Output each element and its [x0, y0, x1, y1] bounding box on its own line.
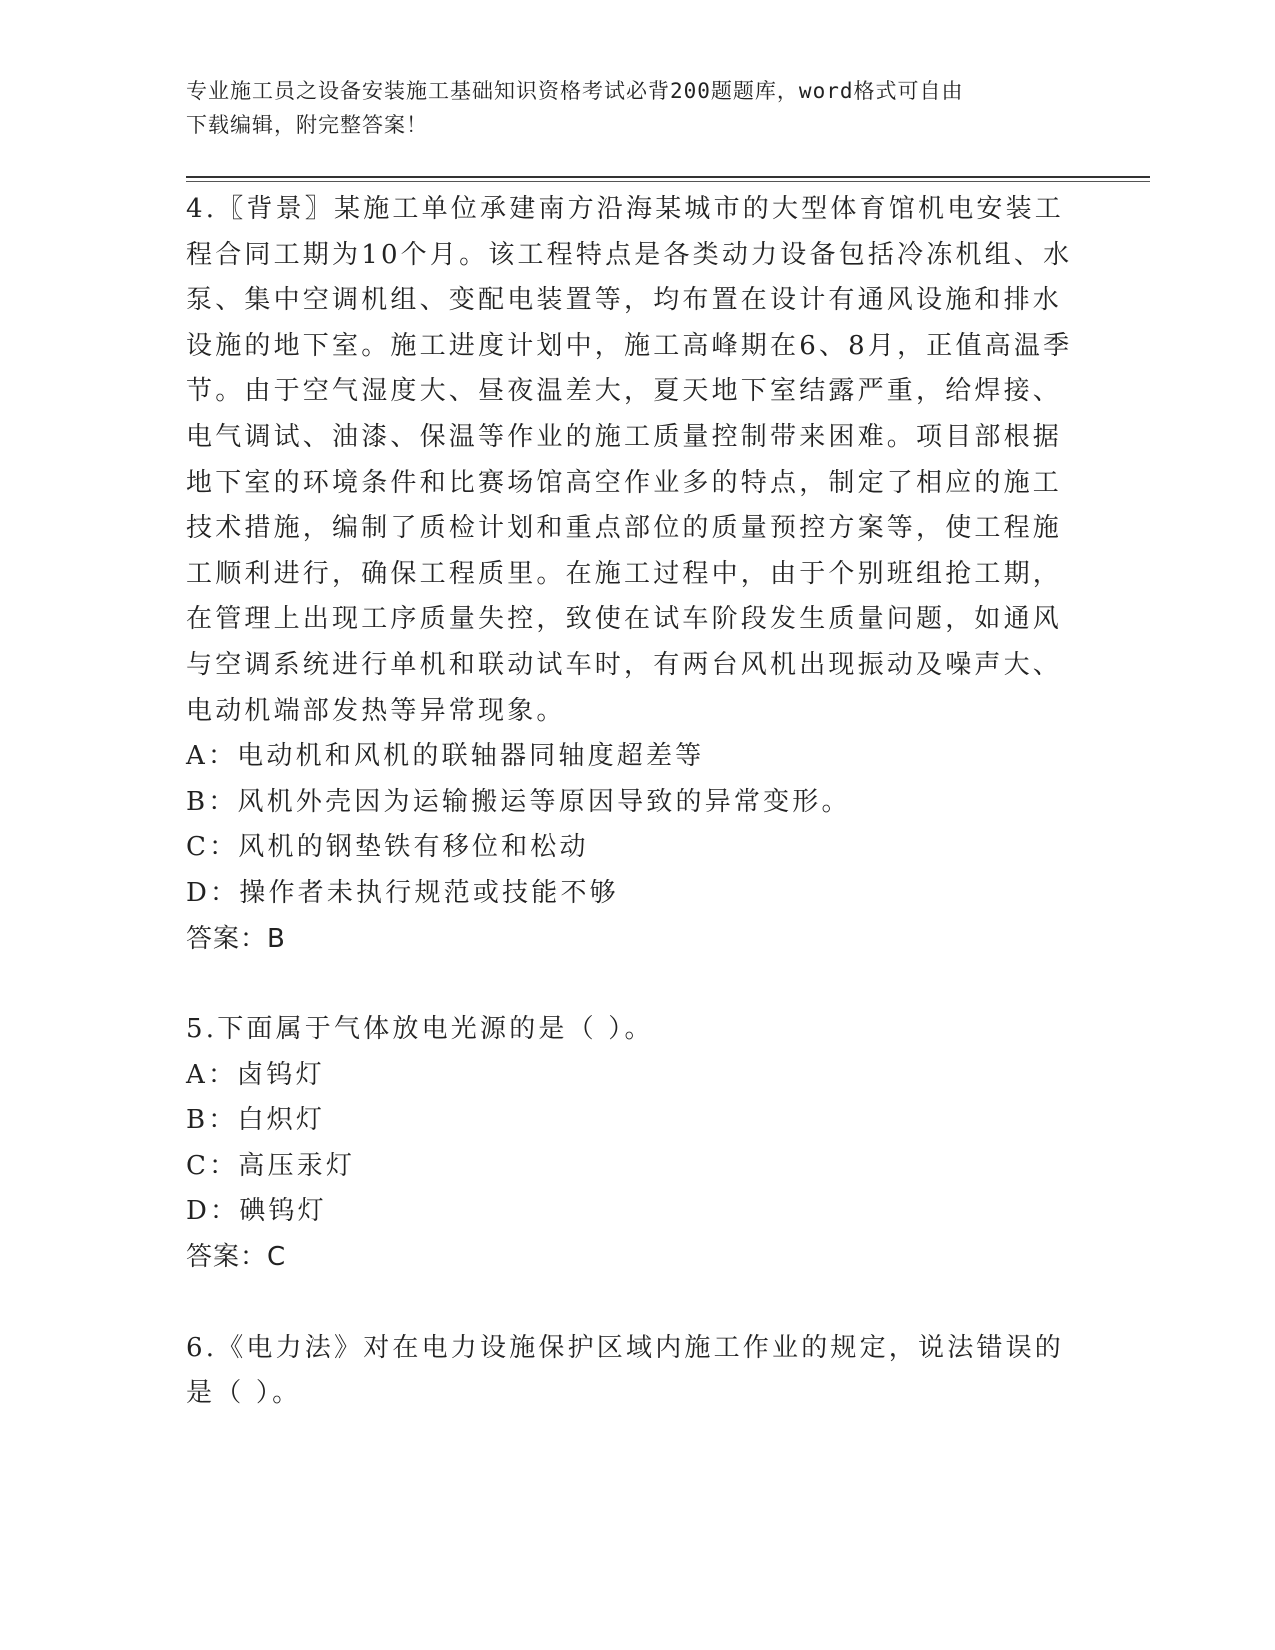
question-text-line: 工顺利进行，确保工程质里。在施工过程中，由于个别班组抢工期，: [186, 558, 1063, 589]
question-6: [186, 1326, 1086, 1417]
question-text-line: 电动机端部发热等异常现象。: [186, 695, 566, 726]
answer: 答案：B: [186, 923, 286, 954]
header-line-2: 下载编辑，附完整答案！: [186, 113, 428, 137]
question-text-line: 5.下面属于气体放电光源的是（ ）。: [186, 1014, 654, 1045]
question-5: [186, 1007, 1086, 1281]
question-text-line: 设施的地下室。施工进度计划中，施工高峰期在6、8月，正值高温季: [186, 330, 1073, 361]
option-d: D：碘钨灯: [186, 1196, 327, 1227]
option-d: D：操作者未执行规范或技能不够: [186, 877, 619, 908]
question-text-line: 在管理上出现工序质量失控，致使在试车阶段发生质量问题，如通风: [186, 604, 1063, 635]
option-b: B：白炽灯: [186, 1105, 326, 1136]
option-c: C：风机的钢垫铁有移位和松动: [186, 832, 589, 863]
question-text-line: 4.〖背景〗某施工单位承建南方沿海某城市的大型体育馆机电安装工: [186, 194, 1065, 224]
question-text-line: 是（ ）。: [186, 1378, 302, 1409]
spacer: [186, 1281, 1086, 1326]
option-a: A：电动机和风机的联轴器同轴度超差等: [186, 741, 705, 772]
answer: 答案：C: [186, 1242, 287, 1273]
question-text-line: 6.《电力法》对在电力设施保护区域内施工作业的规定，说法错误的: [186, 1332, 1065, 1363]
header-line-1: 专业施工员之设备安装施工基础知识资格考试必背200题题库，word格式可自由: [186, 79, 964, 103]
header-divider-thick: [186, 176, 1150, 178]
question-text-line: 地下室的环境条件和比赛场馆高空作业多的特点，制定了相应的施工: [186, 467, 1063, 498]
question-text-line: 电气调试、油漆、保温等作业的施工质量控制带来困难。项目部根据: [186, 421, 1063, 452]
question-text-line: 泵、集中空调机组、变配电装置等，均布置在设计有通风设施和排水: [186, 285, 1063, 316]
spacer: [186, 962, 1086, 1007]
question-text-line: 技术措施，编制了质检计划和重点部位的质量预控方案等，使工程施: [186, 513, 1063, 544]
option-a: A：卤钨灯: [186, 1059, 325, 1090]
document-header: [186, 74, 1076, 142]
question-text-line: 节。由于空气湿度大、昼夜温差大，夏天地下室结露严重，给焊接、: [186, 376, 1063, 407]
option-c: C：高压汞灯: [186, 1150, 356, 1181]
option-b: B：风机外壳因为运输搬运等原因导致的异常变形。: [186, 786, 851, 817]
question-text-line: 程合同工期为10个月。该工程特点是各类动力设备包括冷冻机组、水: [186, 239, 1073, 270]
question-4: [186, 187, 1086, 962]
header-divider-thin: [186, 181, 1150, 182]
document-body: [186, 187, 1086, 1417]
question-text-line: 与空调系统进行单机和联动试车时，有两台风机出现振动及噪声大、: [186, 649, 1063, 680]
